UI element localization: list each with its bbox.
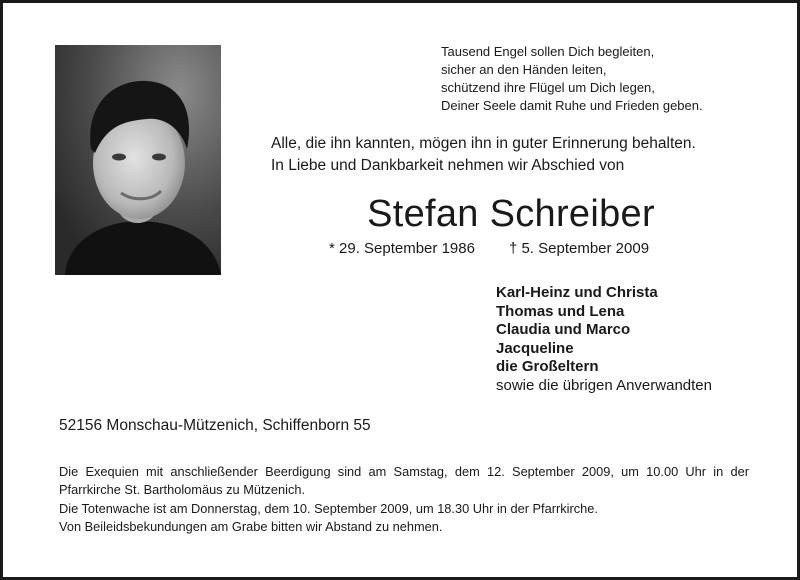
poem	[441, 43, 771, 115]
funeral-notice	[59, 463, 749, 535]
portrait-photo	[55, 45, 221, 275]
family-member: Claudia und Marco	[496, 321, 631, 338]
portrait-icon	[55, 45, 221, 275]
family-member: Thomas und Lena	[496, 302, 625, 320]
family-signatures	[496, 284, 786, 395]
poem-line: sicher an den Händen leiten,	[441, 62, 607, 77]
death-date: † 5. September 2009	[508, 240, 650, 257]
family-closing: sowie die übrigen Anverwandten	[496, 376, 712, 394]
intro-text	[271, 133, 771, 177]
deceased-name: Stefan Schreiber	[367, 193, 655, 235]
birth-date: * 29. September 1986	[329, 240, 475, 257]
family-member: Karl-Heinz und Christa	[496, 284, 658, 301]
intro-line: In Liebe und Dankbarkeit nehmen wir Abschied von	[271, 157, 625, 174]
family-member: die Großeltern	[496, 358, 599, 375]
condolence-note: Von Beileidsbekundungen am Grabe bitten wir Abstand zu nehmen.	[59, 518, 443, 534]
intro-line: Alle, die ihn kannten, mögen ihn in guter Erinnerung behalten.	[271, 135, 696, 152]
funeral-service-text: Die Exequien mit anschließender Beerdigung sind am Samstag, dem 12. September 2009, um 10.00 Uhr in der Pfarrkirche St. Bartholomäus zu Mützenich.	[59, 464, 749, 497]
family-member: Jacqueline	[496, 339, 574, 357]
wake-text: Die Totenwache ist am Donnerstag, dem 10. September 2009, um 18.30 Uhr in der Pfarrkirche.	[59, 501, 598, 516]
poem-line: Deiner Seele damit Ruhe und Frieden geben.	[441, 98, 703, 113]
family-address: 52156 Monschau-Mützenich, Schiffenborn 55	[59, 417, 371, 434]
poem-line: Tausend Engel sollen Dich begleiten,	[441, 44, 655, 59]
life-dates	[329, 239, 749, 259]
poem-line: schützend ihre Flügel um Dich legen,	[441, 80, 655, 95]
